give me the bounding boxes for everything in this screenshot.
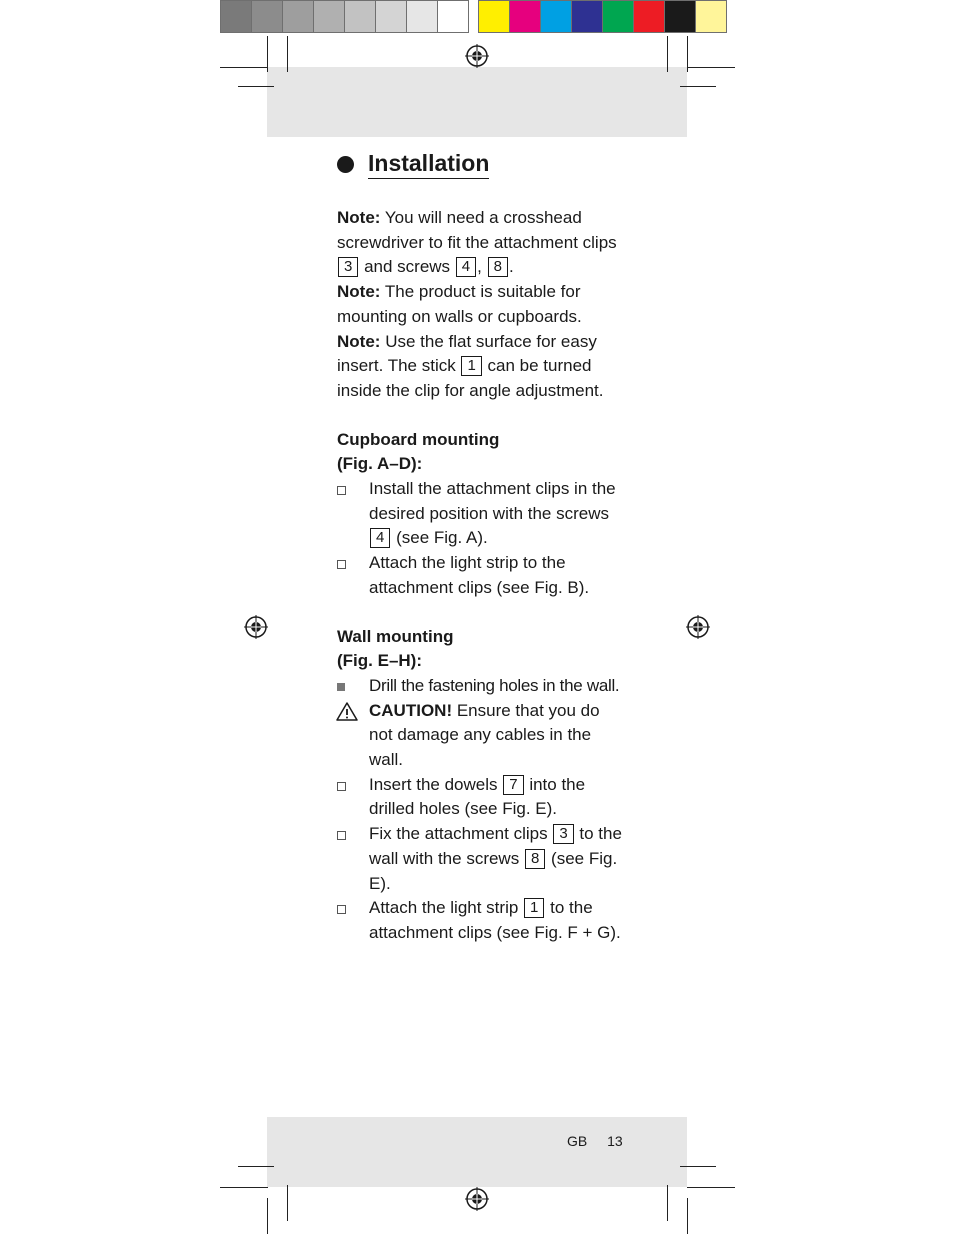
section-heading xyxy=(337,150,627,179)
registration-mark-icon xyxy=(686,615,710,639)
crop-mark xyxy=(267,1198,268,1234)
subheading-line: Cupboard mounting xyxy=(337,429,500,449)
gray-swatch xyxy=(282,0,314,33)
step-text-part: (see Fig. E). xyxy=(369,848,618,893)
step-text xyxy=(369,822,627,896)
crop-mark xyxy=(680,86,716,87)
crop-mark xyxy=(667,36,668,72)
note-text: and screws xyxy=(364,257,451,277)
registration-mark-icon xyxy=(465,44,489,68)
crop-mark xyxy=(220,1187,268,1188)
color-swatch xyxy=(540,0,572,33)
part-reference: 1 xyxy=(461,356,481,376)
color-swatch xyxy=(633,0,665,33)
crop-mark xyxy=(680,1166,716,1167)
list-item xyxy=(337,896,627,945)
note-label: Note: xyxy=(337,282,381,302)
page-footer xyxy=(567,1133,623,1149)
step-text-part: Install the attachment clips in the desired position with the screws xyxy=(369,479,616,523)
cupboard-heading xyxy=(337,428,627,477)
gray-swatch xyxy=(375,0,407,33)
registration-mark-icon xyxy=(465,1187,489,1211)
color-swatch xyxy=(695,0,727,33)
color-swatch xyxy=(571,0,603,33)
installation-section xyxy=(337,150,627,946)
wall-heading xyxy=(337,625,627,674)
crop-mark xyxy=(687,67,735,68)
part-reference: 7 xyxy=(503,775,523,795)
crop-mark xyxy=(287,36,288,72)
crop-mark xyxy=(220,67,268,68)
caution-item xyxy=(337,699,627,773)
gray-swatch xyxy=(344,0,376,33)
part-reference: 8 xyxy=(525,849,545,869)
step-text xyxy=(369,896,627,945)
note-end: . xyxy=(508,257,514,277)
header-band xyxy=(267,67,687,137)
note-label: Note: xyxy=(337,208,381,227)
checkbox-icon xyxy=(337,477,369,501)
part-reference: 3 xyxy=(338,257,358,277)
crop-mark xyxy=(687,1187,735,1188)
language-code: GB xyxy=(567,1133,588,1149)
checkbox-icon xyxy=(337,773,369,797)
list-item xyxy=(337,674,627,699)
separator: , xyxy=(477,257,482,277)
step-text-part: to the attachment clips (see Fig. F + G). xyxy=(369,898,621,942)
note-text: You will need a crosshead screwdriver to fit the attachment clips xyxy=(337,208,617,252)
crop-mark xyxy=(687,36,688,72)
registration-mark-icon xyxy=(244,615,268,639)
subheading-line: (Fig. E–H): xyxy=(337,651,422,671)
step-text-part: Attach the light strip xyxy=(369,898,519,918)
note-paragraph xyxy=(337,280,627,329)
checkbox-icon xyxy=(337,551,369,575)
list-item xyxy=(337,822,627,896)
caution-label: CAUTION! xyxy=(369,700,453,720)
part-reference: 3 xyxy=(553,824,573,844)
warning-triangle-icon xyxy=(337,699,369,723)
color-calibration-bar xyxy=(220,0,726,33)
step-text: Attach the light strip to the attachment clips (see Fig. B). xyxy=(369,553,590,597)
crop-mark xyxy=(667,1185,668,1221)
step-text-part: Fix the attachment clips xyxy=(369,824,548,844)
gray-swatch xyxy=(313,0,345,33)
caution-body: Ensure that you do not damage any cables in the wall. xyxy=(369,700,600,770)
note-text: Use the flat surface for easy insert. The stick xyxy=(337,331,597,376)
list-item xyxy=(337,477,627,551)
page-title: Installation xyxy=(368,150,489,179)
note-paragraph xyxy=(337,206,627,280)
page-number: 13 xyxy=(607,1133,623,1149)
part-reference: 8 xyxy=(488,257,508,277)
list-item xyxy=(337,551,627,600)
crop-mark xyxy=(287,1185,288,1221)
step-text-part: (see Fig. A). xyxy=(396,528,488,548)
note-paragraph xyxy=(337,330,627,404)
step-text-part: to the wall with the screws xyxy=(369,824,622,868)
step-text-part: Insert the dowels xyxy=(369,774,498,794)
subheading-line: Wall mounting xyxy=(337,626,454,646)
color-swatch xyxy=(509,0,541,33)
crop-mark xyxy=(687,1198,688,1234)
step-text: Drill the fastening holes in the wall. xyxy=(369,675,620,695)
crop-mark xyxy=(267,36,268,72)
checkbox-icon xyxy=(337,896,369,920)
part-reference: 4 xyxy=(370,528,390,548)
checkbox-icon xyxy=(337,822,369,846)
note-label: Note: xyxy=(337,331,381,351)
step-text-part: into the drilled holes (see Fig. E). xyxy=(369,774,586,819)
part-reference: 4 xyxy=(456,257,476,277)
bullet-square-icon xyxy=(337,674,369,698)
gray-swatch xyxy=(437,0,469,33)
caution-text xyxy=(369,699,627,773)
note-text: can be turned inside the clip for angle adjustment. xyxy=(337,356,604,400)
gray-swatch xyxy=(220,0,252,33)
color-swatch xyxy=(664,0,696,33)
crop-mark xyxy=(238,86,274,87)
footer-band xyxy=(267,1117,687,1187)
list-item xyxy=(337,773,627,822)
note-text: The product is suitable for mounting on walls or cupboards. xyxy=(337,282,582,326)
step-text xyxy=(369,477,627,551)
color-swatch xyxy=(478,0,510,33)
bullet-dot-icon xyxy=(337,156,354,173)
gray-swatch xyxy=(251,0,283,33)
step-text xyxy=(369,773,627,822)
part-reference: 1 xyxy=(524,898,544,918)
crop-mark xyxy=(238,1166,274,1167)
subheading-line: (Fig. A–D): xyxy=(337,454,423,474)
gray-swatch xyxy=(406,0,438,33)
color-swatch xyxy=(602,0,634,33)
